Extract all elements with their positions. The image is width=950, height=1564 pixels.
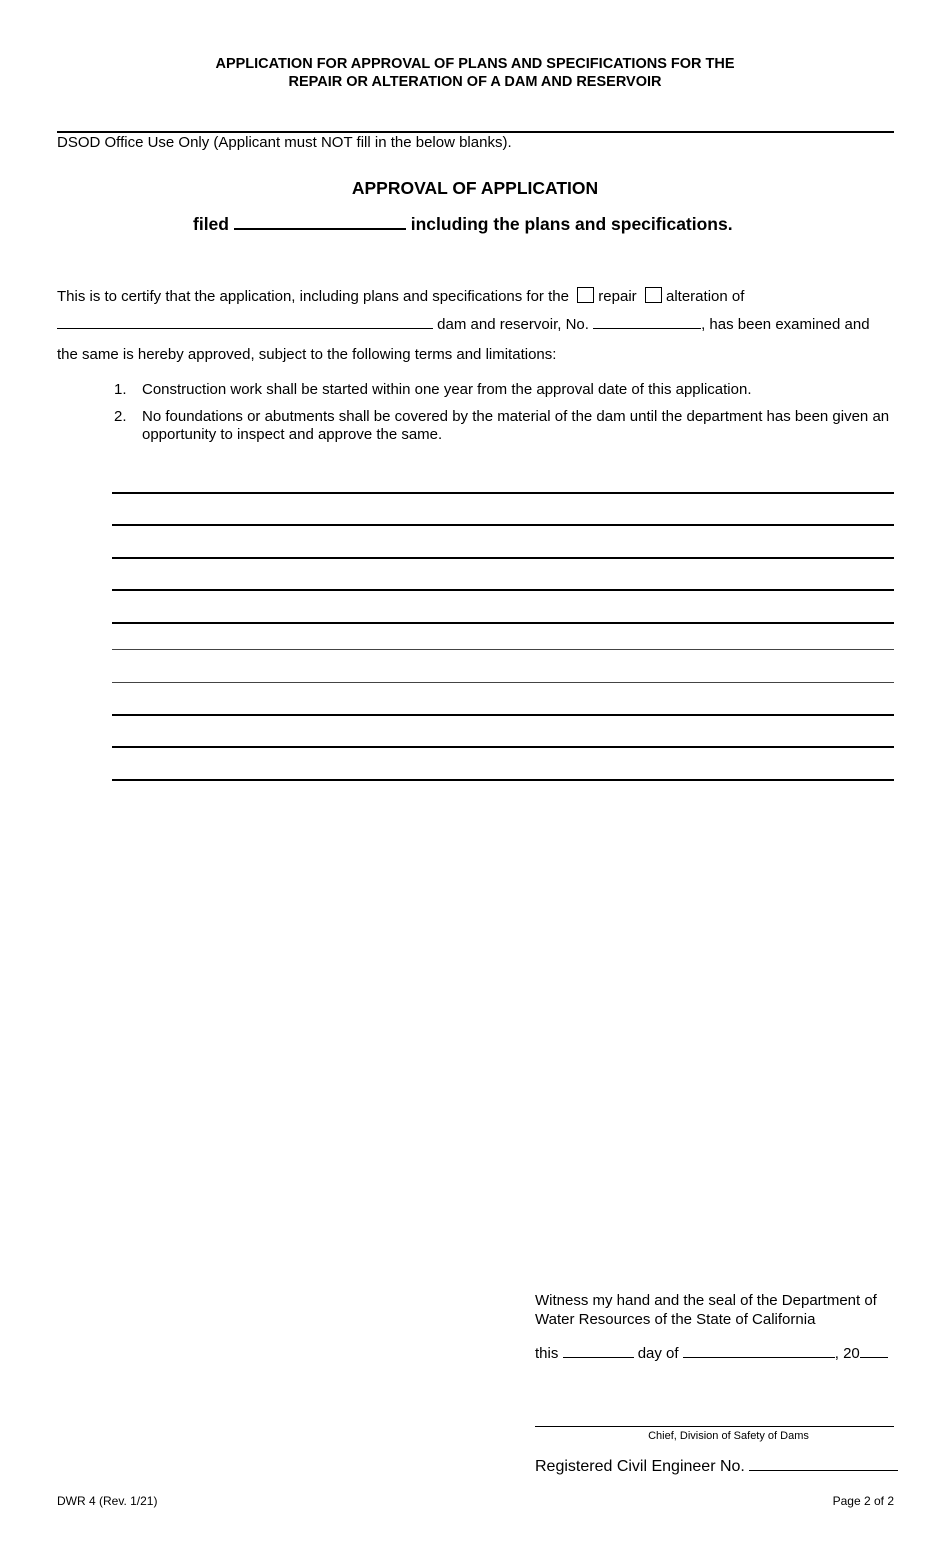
engineer-label: Registered Civil Engineer No. [535, 1458, 745, 1475]
filed-date-field[interactable] [234, 213, 406, 230]
dam-number-field[interactable] [593, 313, 701, 329]
witness-line-1: Witness my hand and the seal of the Department of [535, 1292, 877, 1309]
filed-line [193, 213, 733, 235]
signature-caption: Chief, Division of Safety of Dams [648, 1430, 809, 1442]
additional-terms-line[interactable] [112, 524, 894, 526]
additional-terms-line[interactable] [112, 714, 894, 716]
alteration-checkbox[interactable] [645, 287, 662, 303]
certify-line-1 [57, 287, 744, 306]
additional-terms-line[interactable] [112, 746, 894, 748]
additional-terms-line[interactable] [112, 622, 894, 624]
office-use-divider [57, 131, 894, 133]
additional-terms-line[interactable] [112, 557, 894, 559]
term-text: No foundations or abutments shall be covered by the material of the dam until the department has been given an opportunity to inspect and approve the same. [142, 408, 890, 443]
month-field[interactable] [683, 1342, 835, 1358]
repair-checkbox[interactable] [577, 287, 594, 303]
additional-terms-line[interactable] [112, 492, 894, 494]
office-use-note: DSOD Office Use Only (Applicant must NOT fill in the below blanks). [57, 134, 512, 151]
witness-line-2: Water Resources of the State of California [535, 1311, 816, 1328]
certify-intro-text: This is to certify that the application, including plans and specifications for the [57, 288, 569, 305]
additional-terms-line[interactable] [112, 649, 894, 650]
term-number: 1. [114, 381, 127, 398]
filed-label: filed [193, 214, 229, 234]
certify-line-3: the same is hereby approved, subject to the following terms and limitations: [57, 346, 557, 363]
form-title-line-1: APPLICATION FOR APPROVAL OF PLANS AND SPECIFICATIONS FOR THE [215, 56, 735, 72]
approval-heading: APPROVAL OF APPLICATION [351, 178, 599, 198]
year-prefix: , 20 [834, 1345, 860, 1362]
witness-date-line [535, 1342, 888, 1363]
term-item-1 [114, 381, 904, 399]
repair-label: repair [598, 288, 637, 305]
year-field[interactable] [860, 1342, 888, 1358]
this-label: this [535, 1345, 559, 1362]
signature-line[interactable] [535, 1426, 894, 1427]
form-id: DWR 4 (Rev. 1/21) [57, 1494, 158, 1508]
additional-terms-line[interactable] [112, 589, 894, 591]
examined-label: , has been examined and [701, 316, 870, 333]
additional-terms-line[interactable] [112, 682, 894, 683]
certify-line-2 [57, 313, 870, 334]
form-title-line-2: REPAIR OR ALTERATION OF A DAM AND RESERVOIR [288, 74, 662, 90]
additional-terms-line[interactable] [112, 779, 894, 781]
term-item-2 [114, 408, 904, 444]
term-number: 2. [114, 408, 127, 425]
engineer-number-field[interactable] [749, 1455, 898, 1471]
dam-label: dam and reservoir, No. [437, 316, 589, 333]
day-field[interactable] [563, 1342, 634, 1358]
filed-suffix: including the plans and specifications. [410, 214, 733, 234]
engineer-line [535, 1455, 898, 1476]
dam-name-field[interactable] [57, 313, 433, 329]
alteration-label: alteration of [666, 288, 745, 305]
term-text: Construction work shall be started within one year from the approval date of this application. [142, 381, 752, 398]
day-of-label: day of [637, 1345, 679, 1362]
page-number: Page 2 of 2 [832, 1494, 894, 1508]
